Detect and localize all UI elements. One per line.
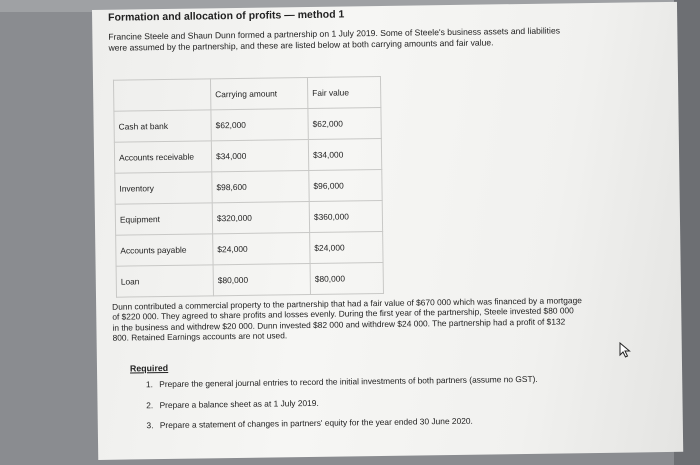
row-fair: $62,000 <box>308 107 381 139</box>
row-carrying: $34,000 <box>211 139 308 171</box>
page-title: Formation and allocation of profits — method 1 <box>108 8 345 24</box>
table-row <box>116 231 402 266</box>
table-row <box>114 138 400 173</box>
details-paragraph: Dunn contributed a commercial property to the partnership that had a fair value of $670 000 which was financed by a mortgage of $220 000. They agreed to share profits and losses evenly. During the first year of the partnership, Steele invested $80 000 in the business and withdrew $20 000. Dunn invested $82 000 and withdrew $24 000. The partnership had a profit of $132 800. Retained Earnings accounts are not used. <box>112 295 582 343</box>
row-fair: $80,000 <box>310 262 383 294</box>
row-carrying: $98,600 <box>212 170 309 202</box>
assets-table <box>113 76 402 298</box>
header-carrying-amount: Carrying amount <box>210 77 307 109</box>
table-row <box>114 107 400 142</box>
table-row <box>116 262 402 297</box>
row-carrying: $320,000 <box>212 201 309 233</box>
list-item: 1. Prepare the general journal entries to record the initial investments of both partners (assume no GST). <box>155 373 575 389</box>
header-fair-value: Fair value <box>307 76 380 108</box>
row-fair: $24,000 <box>310 231 383 263</box>
row-item: Equipment <box>115 203 212 235</box>
mouse-pointer-icon <box>619 342 633 358</box>
row-fair: $96,000 <box>309 169 382 201</box>
row-item: Loan <box>116 265 213 297</box>
document-page <box>92 2 683 460</box>
table-row <box>115 169 401 204</box>
row-fair: $34,000 <box>308 138 381 170</box>
row-carrying: $24,000 <box>213 232 310 264</box>
row-item: Cash at bank <box>114 110 211 142</box>
table-row <box>115 200 401 235</box>
row-item: Accounts payable <box>116 234 213 266</box>
row-carrying: $80,000 <box>213 263 310 295</box>
task-list <box>141 373 576 441</box>
header-item <box>113 79 210 111</box>
intro-paragraph: Francine Steele and Shaun Dunn formed a partnership on 1 July 2019. Some of Steele's business assets and liabilities were assumed by the partnership, and these are listed below at both carrying amounts and fair value. <box>108 25 561 53</box>
row-item: Accounts receivable <box>114 141 211 173</box>
row-fair: $360,000 <box>309 200 382 232</box>
row-item: Inventory <box>115 172 212 204</box>
row-carrying: $62,000 <box>211 108 308 140</box>
list-item: 3. Prepare a statement of changes in partners' equity for the year ended 30 June 2020. <box>156 414 576 430</box>
table-header-row <box>113 76 399 111</box>
required-heading: Required <box>129 362 169 374</box>
list-item: 2. Prepare a balance sheet as at 1 July 2019. <box>155 394 575 410</box>
